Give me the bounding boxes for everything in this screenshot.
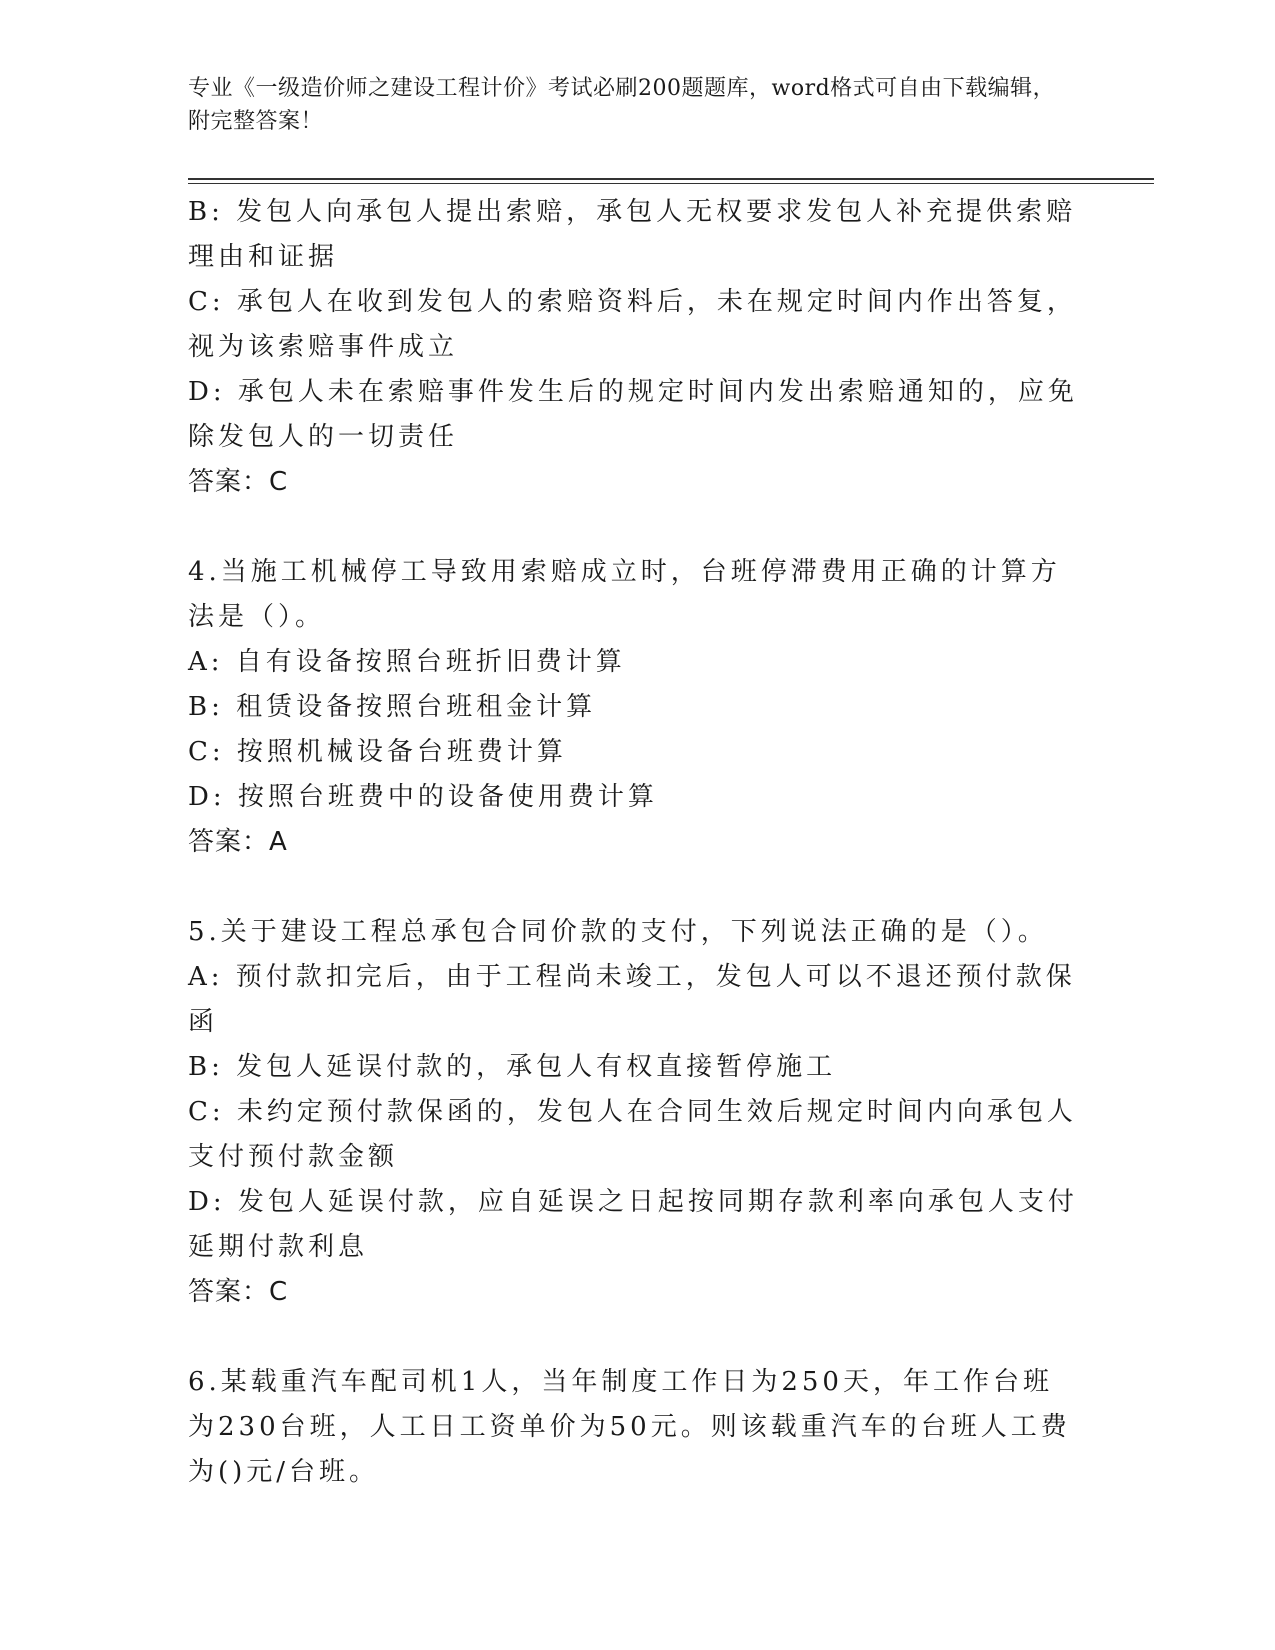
q5-option-c: C: 未约定预付款保函的，发包人在合同生效后规定时间内向承包人支付预付款金额 [188, 1097, 1077, 1172]
question-3 [188, 190, 1078, 505]
spacer [188, 865, 1078, 910]
question-6 [188, 1360, 1078, 1495]
q5-stem: 5.关于建设工程总承包合同价款的支付，下列说法正确的是（）。 [188, 917, 1048, 947]
header-divider-thin [188, 183, 1154, 184]
q4-option-d: D: 按照台班费中的设备使用费计算 [188, 782, 658, 812]
question-content [188, 190, 1078, 1495]
question-5 [188, 910, 1078, 1315]
spacer [188, 1315, 1078, 1360]
q4-stem: 4.当施工机械停工导致用索赔成立时，台班停滞费用正确的计算方法是（）。 [188, 557, 1061, 632]
q3-option-b: B: 发包人向承包人提出索赔，承包人无权要求发包人补充提供索赔理由和证据 [188, 197, 1077, 272]
q5-answer: 答案：C [188, 1277, 289, 1307]
q3-option-c: C: 承包人在收到发包人的索赔资料后，未在规定时间内作出答复，视为该索赔事件成立 [188, 287, 1077, 362]
question-4 [188, 550, 1078, 865]
spacer [188, 505, 1078, 550]
q3-answer: 答案：C [188, 467, 289, 497]
q4-option-b: B: 租赁设备按照台班租金计算 [188, 692, 597, 722]
q4-option-a: A: 自有设备按照台班折旧费计算 [188, 647, 626, 677]
q5-option-a: A: 预付款扣完后，由于工程尚未竣工，发包人可以不退还预付款保函 [188, 962, 1076, 1037]
header-divider-thick [188, 178, 1154, 180]
document-header: 专业《一级造价师之建设工程计价》考试必刷200题题库，word格式可自由下载编辑，附完整答案！ [188, 76, 1056, 134]
q3-option-d: D: 承包人未在索赔事件发生后的规定时间内发出索赔通知的，应免除发包人的一切责任 [188, 377, 1078, 452]
q6-stem: 6.某载重汽车配司机1人，当年制度工作日为250天，年工作台班为230台班，人工日工资单价为50元。则该载重汽车的台班人工费为()元/台班。 [188, 1367, 1071, 1487]
q4-option-c: C: 按照机械设备台班费计算 [188, 737, 567, 767]
q5-option-b: B: 发包人延误付款的，承包人有权直接暂停施工 [188, 1052, 837, 1082]
q4-answer: 答案：A [188, 827, 288, 857]
q5-option-d: D: 发包人延误付款，应自延误之日起按同期存款利率向承包人支付延期付款利息 [188, 1187, 1078, 1262]
